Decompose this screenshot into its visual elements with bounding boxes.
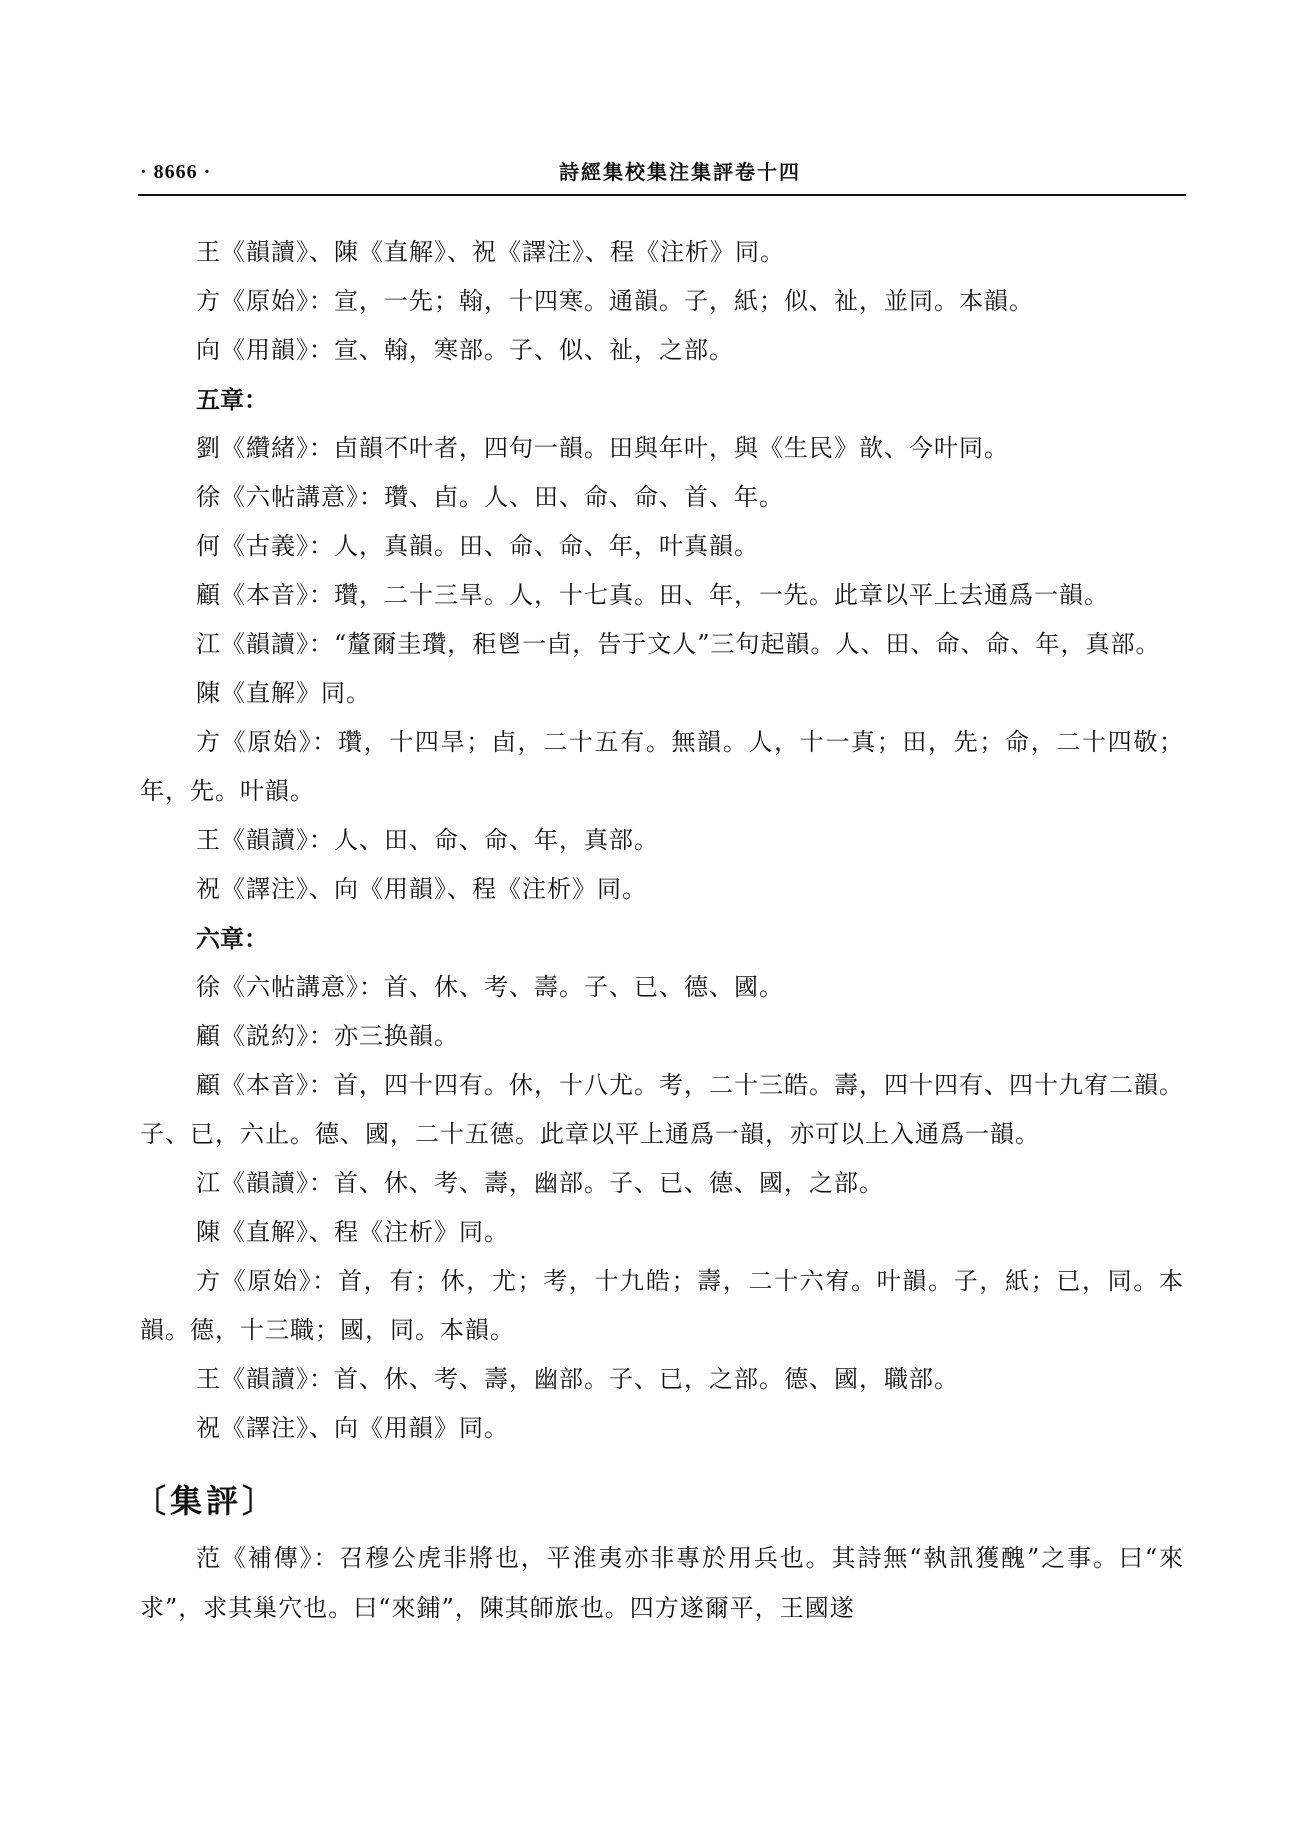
paragraph: 徐《六帖講意》：首、休、考、壽。子、已、德、國。: [196, 973, 784, 1001]
paragraph: 祝《譯注》、向《用韻》、程《注析》同。: [196, 875, 647, 903]
paragraph: 徐《六帖講意》：瓚、卣。人、田、命、命、首、年。: [196, 483, 784, 511]
page-number: · 8666 ·: [140, 161, 212, 183]
paragraph: 王《韻讀》、陳《直解》、祝《譯注》、程《注析》同。: [196, 238, 785, 266]
header-rule: [138, 194, 1186, 196]
chapter-heading: 五章：: [196, 385, 268, 414]
paragraph: 方《原始》：首，有；休，尤；考，十九皓；壽，二十六宥。叶韻。子，紙；已，同。本韻。德，十三職；國，同。本韻。: [140, 1267, 1184, 1344]
chapter-heading: 六章：: [196, 924, 268, 953]
page-body: [134, 228, 1184, 1633]
paragraph: 何《古義》：人，真韻。田、命、命、年，叶真韻。: [196, 532, 759, 560]
paragraph: 向《用韻》：宣、翰，寒部。子、似、祉，之部。: [196, 336, 734, 364]
paragraph: 顧《説約》：亦三换韻。: [196, 1022, 459, 1050]
paragraph: 江《韻讀》：首、休、考、壽，幽部。子、已、德、國，之部。: [196, 1169, 884, 1197]
paragraph: 陳《直解》、程《注析》同。: [196, 1218, 509, 1246]
section-title-commentary: 〔集評〕: [134, 1482, 279, 1520]
paragraph: 江《韻讀》：“釐爾圭瓚，秬鬯一卣，告于文人”三句起韻。人、田、命、命、年，真部。: [196, 630, 1161, 658]
paragraph: 祝《譯注》、向《用韻》同。: [196, 1414, 509, 1442]
paragraph: 王《韻讀》：首、休、考、壽，幽部。子、已，之部。德、國，職部。: [196, 1365, 959, 1393]
paragraph: 劉《纘緒》：卣韻不叶者，四句一韻。田與年叶，與《生民》歆、今叶同。: [196, 434, 1009, 462]
paragraph: 王《韻讀》：人、田、命、命、年，真部。: [196, 826, 659, 854]
paragraph: 顧《本音》：首，四十四有。休，十八尤。考，二十三皓。壽，四十四有、四十九宥二韻。子、已，六止。德、國，二十五德。此章以平上通爲一韻，亦可以上入通爲一韻。: [140, 1071, 1184, 1148]
paragraph: 陳《直解》同。: [196, 679, 371, 707]
paragraph: 范《補傳》：召穆公虎非將也，平淮夷亦非專於用兵也。其詩無“執訊獲醜”之事。曰“來求”，求其巢穴也。曰“來鋪”，陳其師旅也。四方遂爾平，王國遂: [140, 1544, 1184, 1622]
paragraph: 方《原始》：宣，一先；翰，十四寒。通韻。子，紙；似、祉，並同。本韻。: [196, 287, 1034, 315]
running-head: 詩經集校集注集評卷十四: [559, 160, 801, 184]
paragraph: 顧《本音》：瓚，二十三旱。人，十七真。田、年，一先。此章以平上去通爲一韻。: [196, 581, 1109, 609]
paragraph: 方《原始》：瓚，十四旱；卣，二十五有。無韻。人，十一真；田，先；命，二十四敬；年，先。叶韻。: [140, 728, 1184, 805]
